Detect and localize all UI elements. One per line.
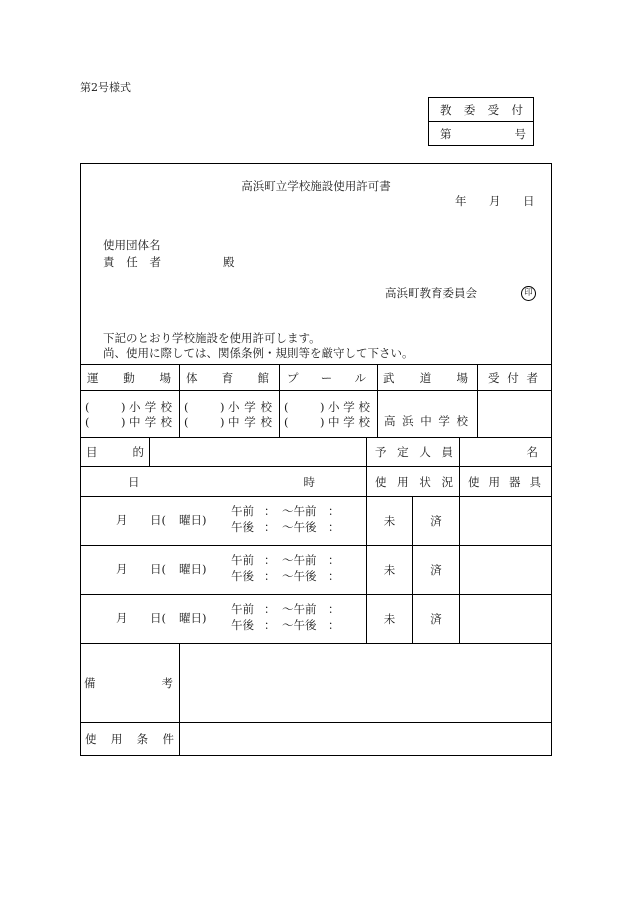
character: 況 [441, 474, 453, 489]
character: 動 [123, 370, 135, 385]
character: 校 [358, 414, 370, 429]
responsible-person-label [103, 255, 161, 269]
school-type-label [328, 415, 370, 429]
character: 件 [162, 732, 174, 746]
character: 条 [136, 732, 149, 746]
facility-header-budo-hall [377, 365, 477, 390]
date-month: 月 [489, 194, 501, 208]
character: 用 [488, 474, 500, 489]
character: 受 [488, 370, 500, 385]
schedule-row [81, 594, 551, 643]
character: 館 [257, 370, 269, 385]
equipment-field [459, 546, 551, 594]
open-paren: ( [284, 399, 289, 414]
character: 考 [161, 676, 173, 690]
conditions-field [179, 723, 551, 755]
open-paren: ( [85, 399, 90, 414]
character: 人 [419, 445, 431, 459]
time-separator: ： [328, 553, 340, 567]
equipment-header [459, 467, 551, 496]
character: 校 [260, 399, 272, 414]
school-type-label [228, 400, 272, 414]
character: 小 [228, 399, 240, 414]
permit-form [80, 163, 552, 756]
expected-people-label [366, 438, 459, 466]
character: 教 [440, 102, 452, 117]
equipment-field [459, 497, 551, 545]
close-paren: ) [320, 414, 325, 429]
month-label: 月 [116, 513, 128, 527]
character: 用 [397, 474, 409, 489]
time-start-label: 午後 [231, 618, 254, 632]
schedule-datetime-header [81, 467, 366, 496]
choice-line [184, 399, 272, 414]
date-year: 年 [455, 194, 467, 208]
time-start-label: 午前 [231, 602, 254, 616]
receipt-box-title [429, 98, 533, 121]
time-am-line [231, 504, 351, 519]
close-paren: ) [220, 414, 225, 429]
weekday-label: 曜日) [179, 562, 207, 576]
remarks-row [81, 643, 551, 722]
schedule-row [81, 496, 551, 545]
time-pm-line [231, 569, 351, 584]
time-separator: ： [264, 553, 276, 567]
close-paren: ) [320, 399, 325, 414]
character: 学 [244, 399, 256, 414]
character: 任 [126, 255, 138, 269]
schedule-datetime [81, 546, 366, 594]
character: 付 [511, 102, 523, 117]
time-start-label: 午前 [231, 504, 254, 518]
facility-header-grounds [81, 365, 179, 390]
time-end-label: ～午後 [282, 569, 317, 583]
close-paren: ) [220, 399, 225, 414]
time-end-label: ～午前 [282, 602, 317, 616]
character: 予 [375, 445, 387, 459]
character: 高 [384, 414, 396, 428]
character: 具 [529, 474, 541, 489]
open-paren: ( [284, 414, 289, 429]
character: 場 [159, 370, 171, 385]
schedule-datetime [81, 595, 366, 643]
character: 付 [507, 370, 519, 385]
time-separator: ： [328, 520, 340, 534]
character: 体 [186, 370, 198, 385]
schedule-header-row [81, 466, 551, 496]
facility-options-gym [179, 391, 279, 437]
date-day: 日 [523, 194, 535, 208]
time-separator: ： [328, 602, 340, 616]
receipt-number [429, 121, 533, 145]
open-paren: ( [184, 399, 189, 414]
character: 校 [160, 399, 172, 414]
purpose-row [81, 437, 551, 466]
character: 状 [419, 474, 431, 489]
budo-hall-school [377, 391, 477, 437]
character: 中 [328, 414, 340, 429]
time-separator: ： [328, 618, 340, 632]
receiver-stamp-field [477, 391, 551, 437]
character: 使 [468, 474, 480, 489]
receipt-number-suffix: 号 [514, 126, 526, 141]
permit-header [81, 164, 551, 364]
facility-header-row [81, 364, 551, 390]
day-label: 日( [150, 562, 166, 576]
character: 責 [103, 255, 115, 269]
character: 備 [84, 676, 96, 690]
facility-header-receiver [477, 365, 551, 390]
time-am-line [231, 553, 351, 568]
time-pm-line [231, 618, 351, 633]
character: 者 [526, 370, 538, 385]
remarks-field [179, 644, 551, 722]
character: 場 [456, 370, 468, 385]
character: 委 [463, 102, 476, 117]
time-separator: ： [264, 520, 276, 534]
character: 校 [260, 414, 272, 429]
schedule-row [81, 545, 551, 594]
time-start-label: 午後 [231, 569, 254, 583]
school-type-label [228, 415, 272, 429]
character: 受 [487, 102, 500, 117]
character: 中 [420, 414, 432, 428]
character: 武 [383, 370, 395, 385]
status-unused: 未 [366, 595, 412, 643]
choice-line [284, 399, 370, 414]
facility-options-pool [279, 391, 377, 437]
character: 定 [397, 445, 409, 459]
weekday-label: 曜日) [179, 513, 207, 527]
choice-line [85, 414, 172, 429]
character: 的 [132, 445, 144, 459]
time-separator: ： [328, 504, 340, 518]
choice-line [184, 414, 272, 429]
character: 学 [343, 414, 355, 429]
character: 器 [509, 474, 521, 489]
choice-line [284, 414, 370, 429]
receipt-number-prefix: 第 [440, 126, 452, 141]
character: 学 [438, 414, 450, 428]
time-separator: ： [264, 618, 276, 632]
seal-icon: 印 [521, 286, 536, 301]
time-start-label: 午前 [231, 553, 254, 567]
time-separator: ： [264, 569, 276, 583]
school-type-label [129, 415, 172, 429]
month-label: 月 [116, 562, 128, 576]
honorific: 殿 [223, 255, 235, 269]
facility-options-grounds [81, 391, 179, 437]
character: 校 [456, 414, 468, 428]
school-type-label [129, 400, 172, 414]
character: 中 [228, 414, 240, 429]
open-paren: ( [184, 414, 189, 429]
character: 時 [303, 474, 315, 489]
organization-label: 使用団体名 [103, 238, 161, 252]
time-separator: ： [264, 602, 276, 616]
open-paren: ( [85, 414, 90, 429]
character: 学 [343, 399, 355, 414]
character: 中 [129, 414, 141, 429]
close-paren: ) [121, 414, 126, 429]
character: 使 [375, 474, 387, 489]
character: 校 [160, 414, 172, 429]
status-done: 済 [412, 497, 459, 545]
issuer-name: 高浜町教育委員会 [385, 286, 477, 300]
time-pm-line [231, 520, 351, 535]
notice-line: 尚、使用に際しては、関係条例・規則等を厳守して下さい。 [103, 346, 414, 360]
time-start-label: 午後 [231, 520, 254, 534]
status-done: 済 [412, 595, 459, 643]
character: 浜 [402, 414, 414, 428]
school-type-label [328, 400, 370, 414]
remarks-label [81, 644, 179, 722]
status-unused: 未 [366, 497, 412, 545]
month-label: 月 [116, 611, 128, 625]
time-end-label: ～午前 [282, 504, 317, 518]
time-end-label: ～午後 [282, 618, 317, 632]
status-done: 済 [412, 546, 459, 594]
character: 育 [221, 370, 234, 385]
character: 運 [87, 370, 99, 385]
usage-status-header [366, 467, 459, 496]
time-am-line [231, 602, 351, 617]
character: 学 [144, 399, 157, 414]
character: 員 [441, 445, 453, 459]
character: 学 [144, 414, 157, 429]
time-separator: ： [264, 504, 276, 518]
character: 者 [149, 255, 161, 269]
form-number-label: 第2号様式 [80, 81, 131, 94]
character: 用 [110, 732, 123, 746]
purpose-label [81, 438, 149, 466]
facility-options-row [81, 390, 551, 437]
character: 目 [86, 445, 98, 459]
facility-header-gym [179, 365, 279, 390]
people-unit: 名 [459, 438, 551, 466]
facility-header-pool [279, 365, 377, 390]
character: 使 [85, 732, 97, 746]
choice-line [85, 399, 172, 414]
weekday-label: 曜日) [179, 611, 207, 625]
purpose-field [149, 438, 366, 466]
schedule-datetime [81, 497, 366, 545]
day-label: 日( [150, 611, 166, 625]
character: 小 [328, 399, 340, 414]
receipt-box [428, 97, 534, 146]
permit-title: 高浜町立学校施設使用許可書 [241, 179, 391, 193]
time-separator: ： [328, 569, 340, 583]
notice-line: 下記のとおり学校施設を使用許可します。 [103, 331, 321, 345]
character: プ [287, 370, 299, 385]
day-label: 日( [150, 513, 166, 527]
time-end-label: ～午後 [282, 520, 317, 534]
character: 小 [129, 399, 141, 414]
time-end-label: ～午前 [282, 553, 317, 567]
equipment-field [459, 595, 551, 643]
conditions-row [81, 722, 551, 755]
conditions-label [81, 723, 179, 755]
character: 日 [128, 474, 140, 489]
character: ル [354, 370, 366, 385]
close-paren: ) [121, 399, 126, 414]
character: ー [320, 370, 333, 385]
status-unused: 未 [366, 546, 412, 594]
character: 学 [244, 414, 256, 429]
character: 道 [419, 370, 432, 385]
character: 校 [358, 399, 370, 414]
